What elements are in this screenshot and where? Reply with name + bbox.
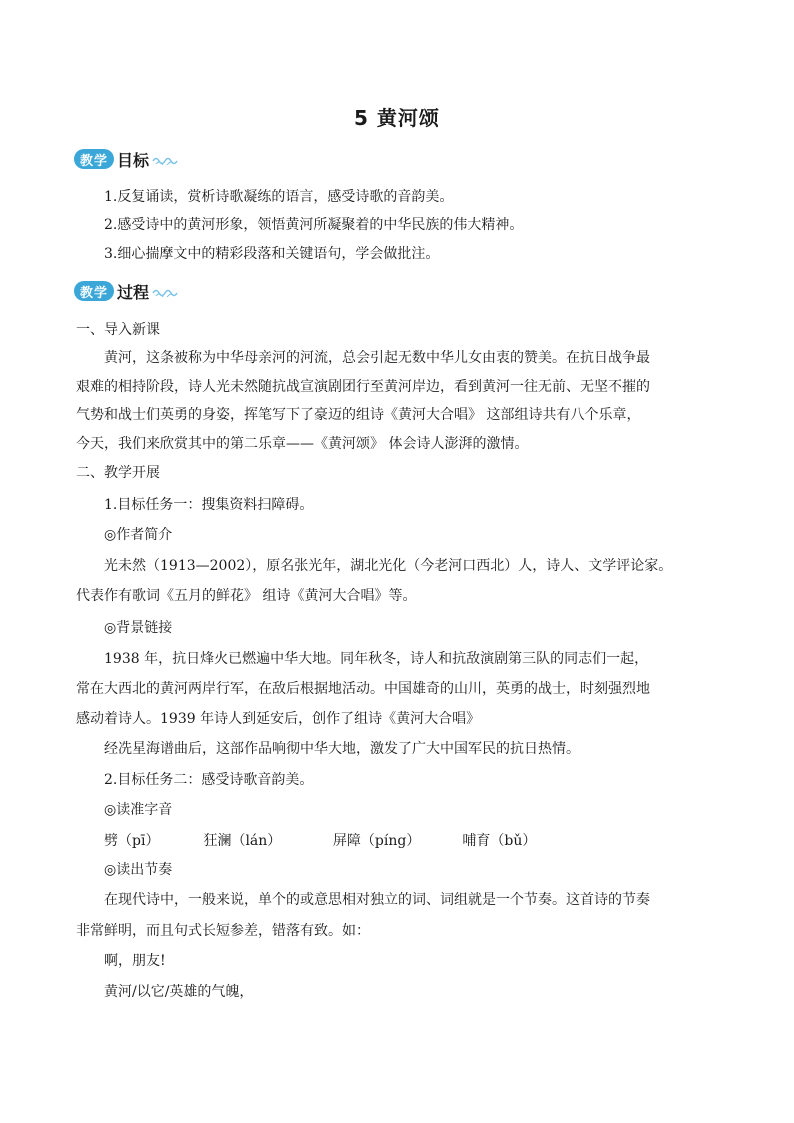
part-heading: 二、教学开展	[76, 465, 160, 481]
section-label: 过程	[117, 282, 150, 302]
paragraph-line: 今天，我们来欣赏其中的第二乐章——《黄河颂》 体会诗人澎湃的激情。	[76, 436, 529, 452]
goal-item: 2.感受诗中的黄河形象，领悟黄河所凝聚着的中华民族的伟大精神。	[104, 217, 524, 233]
paragraph-line: 感动着诗人。1939 年诗人到延安后，创作了组诗《黄河大合唱》	[76, 711, 481, 727]
subheading: ◎读出节奏	[104, 862, 173, 878]
paragraph-line: 代表作有歌词《五月的鲜花》 组诗《黄河大合唱》等。	[76, 588, 417, 604]
paragraph-line: 非常鲜明，而且句式长短参差，错落有致。如：	[76, 923, 370, 939]
section-label: 目标	[117, 150, 150, 170]
poem-line: 黄河/以它/英雄的气魄，	[104, 984, 254, 1000]
page-title: 5 黄河颂	[354, 106, 440, 130]
goal-item: 3.细心揣摩文中的精彩段落和关键语句，学会做批注。	[104, 246, 440, 262]
paragraph-line: 经冼星海谱曲后，这部作品响彻中华大地，激发了广大中国军民的抗日热情。	[104, 741, 580, 757]
section-heading-process	[74, 280, 178, 302]
wave-icon	[152, 285, 178, 297]
goal-item: 1.反复诵读，赏析诗歌凝练的语言，感受诗歌的音韵美。	[104, 189, 454, 205]
pronunciation-item: 哺育（bǔ）	[462, 833, 537, 849]
section-heading-goals	[74, 148, 178, 170]
subheading: ◎读准字音	[104, 802, 173, 818]
pronunciation-list	[104, 830, 536, 850]
section-badge: 教学	[74, 281, 114, 301]
subheading: ◎背景链接	[104, 620, 173, 636]
paragraph-line: 常在大西北的黄河两岸行军，在敌后根据地活动。中国雄奇的山川，英勇的战士，时刻强烈地	[76, 681, 650, 697]
pronunciation-item: 狂澜（lán）	[203, 833, 282, 849]
paragraph-line: 光未然（1913—2002），原名张光年，湖北光化（今老河口西北）人，诗人、文学评论家。	[104, 558, 673, 574]
pronunciation-item: 劈（pī）	[104, 833, 160, 849]
task-heading: 1.目标任务一：搜集资料扫障碍。	[104, 497, 314, 513]
poem-line: 啊，朋友!	[104, 953, 166, 969]
paragraph-line: 黄河，这条被称为中华母亲河的河流，总会引起无数中华儿女由衷的赞美。在抗日战争最	[104, 350, 650, 366]
paragraph-line: 气势和战士们英勇的身姿，挥笔写下了豪迈的组诗《黄河大合唱》 这部组诗共有八个乐章，	[76, 407, 641, 423]
section-badge: 教学	[74, 149, 114, 169]
wave-icon	[152, 153, 178, 165]
part-heading: 一、导入新课	[76, 322, 160, 338]
paragraph-line: 艰难的相持阶段，诗人光未然随抗战宣演剧团行至黄河岸边，看到黄河一往无前、无坚不摧的	[76, 379, 650, 395]
subheading: ◎作者简介	[104, 527, 173, 543]
pronunciation-item: 屏障（píng）	[332, 833, 421, 849]
paragraph-line: 在现代诗中，一般来说，单个的或意思相对独立的词、词组就是一个节奏。这首诗的节奏	[104, 892, 650, 908]
paragraph-line: 1938 年，抗日烽火已燃遍中华大地。同年秋冬，诗人和抗敌演剧第三队的同志们一起，	[104, 651, 649, 667]
task-heading: 2.目标任务二：感受诗歌音韵美。	[104, 772, 314, 788]
